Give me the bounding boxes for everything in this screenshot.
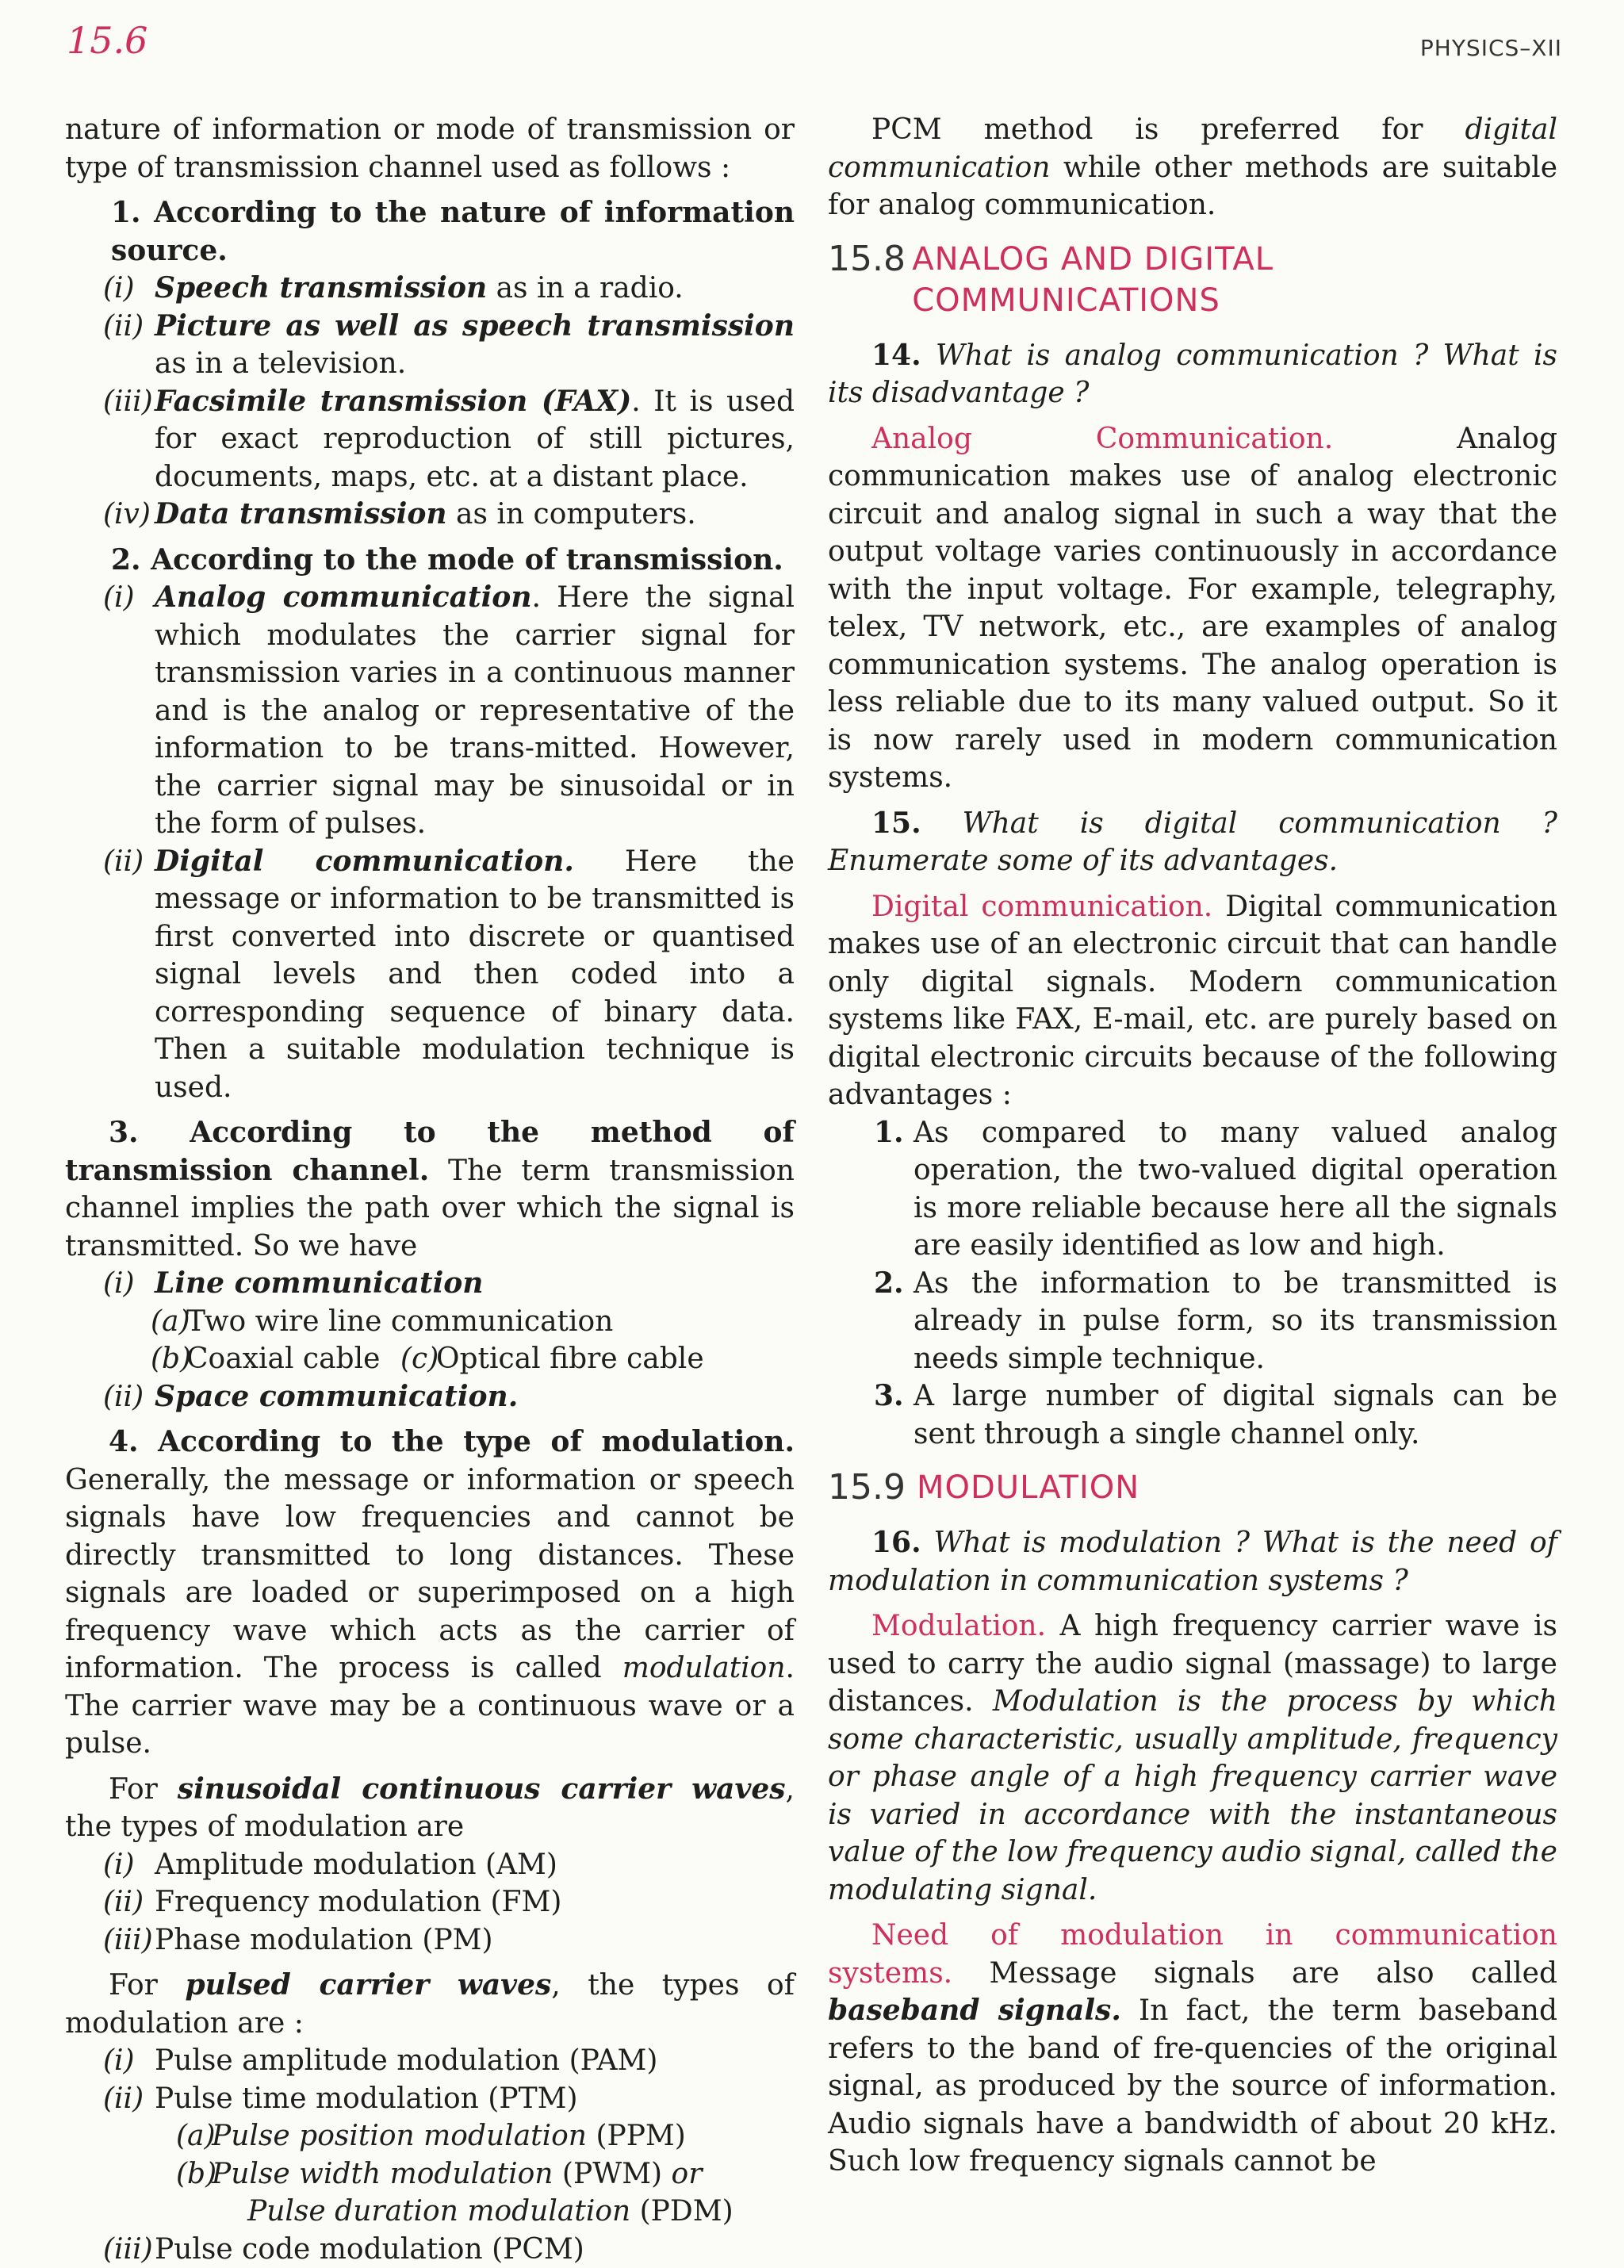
item-term: Pulse duration modulation [247, 2195, 630, 2228]
paragraph-text: . The carrier wave may be a continuous wave or a pulse. [65, 1652, 795, 1760]
question-text: What is digital communication ? Enumerate some of its advantages. [828, 807, 1557, 878]
item-term: Speech transmission [155, 271, 487, 305]
list-marker: (c) [400, 1340, 436, 1378]
item-text: As the information to be transmitted is already in pulse form, so its transmission needs simple technique. [914, 1265, 1557, 1378]
item-text: Amplitude modulation (AM) [155, 1846, 795, 1884]
item-text: Phase modulation (PM) [155, 1921, 795, 1960]
section-number: 15.8 [828, 239, 912, 280]
answer-label: Need of modulation in communication systems. [828, 1919, 1557, 1990]
answer-text: A high frequency carrier wave is used to carry the audio signal (massage) to large distances. [828, 1610, 1557, 1718]
item-term: Pulse width modulation [212, 2158, 553, 2190]
item-text: Frequency modulation (FM) [155, 1883, 795, 1921]
list-item [65, 270, 795, 308]
list-item [65, 843, 795, 1107]
answer-15 [828, 888, 1557, 1114]
list-marker: (ii) [103, 308, 155, 383]
question-14 [828, 337, 1557, 412]
answer-label: Analog Communication. [871, 423, 1333, 455]
item-term: Line communication [155, 1265, 795, 1303]
item-text: Pulse amplitude modulation (PAM) [155, 2042, 795, 2080]
item-text: Pulse code modulation (PCM) [155, 2231, 795, 2268]
paragraph-italic: modulation [622, 1652, 786, 1684]
answer-text: Analog communication makes use of analog electronic circuit and analog signal in such a way that the output voltage varies continuously in accordance with the input voltage. For example, telegraphy, telex, TV network, etc., are examples of analog communication systems. The analog operation is less reliable due to its many valued output. So it is now rarely used in modern communication systems. [828, 423, 1557, 795]
list-marker: (ii) [103, 2080, 155, 2118]
section-1-heading: 1. According to the nature of information source. [65, 194, 795, 270]
list-item [65, 2117, 795, 2155]
list-marker: (iii) [103, 1921, 155, 1960]
item-text: Here the message or information to be transmitted is first converted into discrete or quantised signal levels and then coded into a corresponding sequence of binary data. Then a suitable modulation technique is used. [155, 845, 795, 1104]
list-marker: (i) [103, 270, 155, 308]
paragraph-text: Generally, the message or information or speech signals have low frequencies and cannot be directly transmitted to long distances. These signals are loaded or superimposed on a high frequency wave which acts as the carrier of information. The process is called [65, 1464, 795, 1685]
item-text: Coaxial cable [186, 1340, 380, 1378]
need-of-modulation [828, 1917, 1557, 2181]
list-item [65, 1303, 795, 1341]
list-item [65, 1883, 795, 1921]
question-number: 15. [871, 806, 921, 840]
section-15-8-heading [828, 239, 1557, 321]
answer-definition: Modulation is the process by which some characteristic, usually amplitude, frequency or phase angle of a high frequency carrier wave is varied in accordance with the instantaneous value of the low frequency audio signal, called the modulating signal. [828, 1685, 1557, 1906]
answer-label: Digital communication. [871, 891, 1212, 923]
list-item [65, 496, 795, 534]
sinusoidal-intro [65, 1771, 795, 1846]
item-term: Facsimile transmission (FAX) [155, 385, 631, 418]
list-marker: (iii) [103, 2231, 155, 2268]
question-text: What is modulation ? What is the need of modulation in communication systems ? [828, 1527, 1557, 1597]
list-item [65, 308, 795, 383]
item-text: Two wire line communication [186, 1303, 795, 1341]
section-4-heading: 4. According to the type of modulation. [109, 1425, 795, 1458]
item-text: Pulse time modulation (PTM) [155, 2080, 795, 2118]
paragraph-text: , the types of modulation are [65, 1773, 795, 1844]
item-text: . It is used for exact reproduction of still pictures, documents, maps, etc. at a distant place. [155, 385, 795, 493]
list-item [65, 2155, 795, 2193]
section-title: ANALOG AND DIGITAL COMMUNICATIONS [912, 239, 1557, 321]
section-2-heading: 2. According to the mode of transmission. [65, 542, 795, 580]
item-term: Analog communication [155, 580, 532, 614]
list-item [65, 2231, 795, 2268]
list-item [65, 579, 795, 843]
left-column [65, 111, 795, 2268]
paragraph-text: , the types of modulation are : [65, 1969, 795, 2040]
item-term: Picture as well as speech transmission [155, 309, 795, 343]
pulsed-intro [65, 1967, 795, 2042]
list-marker: (ii) [103, 1883, 155, 1921]
question-16 [828, 1524, 1557, 1599]
page-number: 15.6 [67, 19, 147, 62]
list-item-continuation [65, 2193, 795, 2231]
item-conjunction: or [672, 2158, 703, 2190]
list-marker: (iii) [103, 383, 155, 496]
right-column [828, 111, 1557, 2181]
list-marker: (a) [176, 2117, 212, 2155]
item-text: As compared to many valued analog operation, the two-valued digital operation is more reliable because here all the signals are easily identified as low and high. [914, 1114, 1557, 1265]
section-number: 15.9 [828, 1467, 917, 1508]
list-marker: (i) [103, 1265, 155, 1303]
list-item [65, 383, 795, 496]
list-item [65, 2042, 795, 2080]
item-text: as in a television. [155, 347, 406, 380]
question-text: What is analog communication ? What is its disadvantage ? [828, 339, 1557, 410]
paragraph-term: sinusoidal continuous carrier waves [178, 1772, 786, 1806]
answer-16 [828, 1607, 1557, 1909]
paragraph-text: PCM method is preferred for [871, 113, 1465, 146]
list-marker: 1. [874, 1114, 914, 1265]
item-term: Data transmission [155, 497, 447, 531]
answer-14 [828, 420, 1557, 797]
pcm-paragraph [828, 111, 1557, 224]
paragraph-text: For [109, 1969, 185, 2002]
section-15-9-heading [828, 1467, 1557, 1508]
section-3-heading: 3. According to the method of transmission channel. [65, 1116, 795, 1187]
advantage-item [828, 1377, 1557, 1453]
section-title: MODULATION [917, 1467, 1139, 1508]
list-item [65, 1846, 795, 1884]
list-item [65, 1265, 795, 1303]
list-item [65, 1921, 795, 1960]
item-text: (PDM) [630, 2195, 733, 2228]
question-number: 14. [871, 339, 921, 372]
item-text: Optical fibre cable [436, 1340, 704, 1378]
section-4-paragraph [65, 1423, 795, 1763]
advantage-item [828, 1114, 1557, 1265]
list-marker: (ii) [103, 843, 155, 1107]
item-text: . Here the signal which modulates the carrier signal for transmission varies in a continuous manner and is the analog or representative of the information to be trans-mitted. However, the carrier signal may be sinusoidal or in the form of pulses. [155, 581, 795, 840]
section-3-text: The term transmission channel implies the path over which the signal is transmitted. So we have [65, 1155, 795, 1262]
advantage-item [828, 1265, 1557, 1378]
question-15 [828, 805, 1557, 880]
item-text: (PPM) [587, 2120, 686, 2152]
list-marker: (i) [103, 579, 155, 843]
paragraph-text: In fact, the term baseband refers to the band of fre-quencies of the original signal, as produced by the source of information. Audio signals have a bandwidth of about 20 kHz. Such low frequency signals cannot be [828, 1994, 1557, 2178]
item-term: Pulse position modulation [212, 2120, 587, 2152]
paragraph-text: Message signals are also called [952, 1957, 1557, 1990]
list-item [65, 1378, 795, 1416]
paragraph-text: For [109, 1773, 178, 1806]
item-term: Digital communication. [155, 845, 574, 878]
paragraph-italic: digital communication [828, 113, 1557, 184]
section-3-paragraph [65, 1114, 795, 1265]
paragraph-term: baseband signals. [828, 1994, 1121, 2027]
item-text: as in a radio. [487, 272, 684, 305]
running-head: PHYSICS–XII [1420, 35, 1562, 61]
list-marker: (i) [103, 2042, 155, 2080]
item-term: Space communication. [155, 1378, 795, 1416]
item-text: (PWM) [553, 2158, 671, 2190]
list-marker: (ii) [103, 1378, 155, 1416]
list-marker: 2. [874, 1265, 914, 1378]
list-marker: (iv) [103, 496, 155, 534]
list-marker: (b) [151, 1340, 186, 1378]
question-number: 16. [871, 1526, 921, 1559]
paragraph-term: pulsed carrier waves [185, 1968, 551, 2002]
list-item-pair [65, 1340, 795, 1378]
answer-text: Digital communication makes use of an electronic circuit that can handle only digital signals. Modern communication systems like FAX, E-mail, etc. are purely based on digital electronic circuits because of the following advantages : [828, 891, 1557, 1112]
list-item [65, 2080, 795, 2118]
item-text: A large number of digital signals can be sent through a single channel only. [914, 1377, 1557, 1453]
answer-label: Modulation. [871, 1610, 1046, 1642]
list-marker: (i) [103, 1846, 155, 1884]
list-marker: (b) [176, 2155, 212, 2193]
list-marker: 3. [874, 1377, 914, 1453]
item-text: as in computers. [447, 498, 696, 531]
intro-paragraph: nature of information or mode of transmission or type of transmission channel used as follows : [65, 111, 795, 186]
paragraph-text: while other methods are suitable for analog communication. [828, 151, 1557, 222]
list-marker: (a) [151, 1303, 186, 1341]
